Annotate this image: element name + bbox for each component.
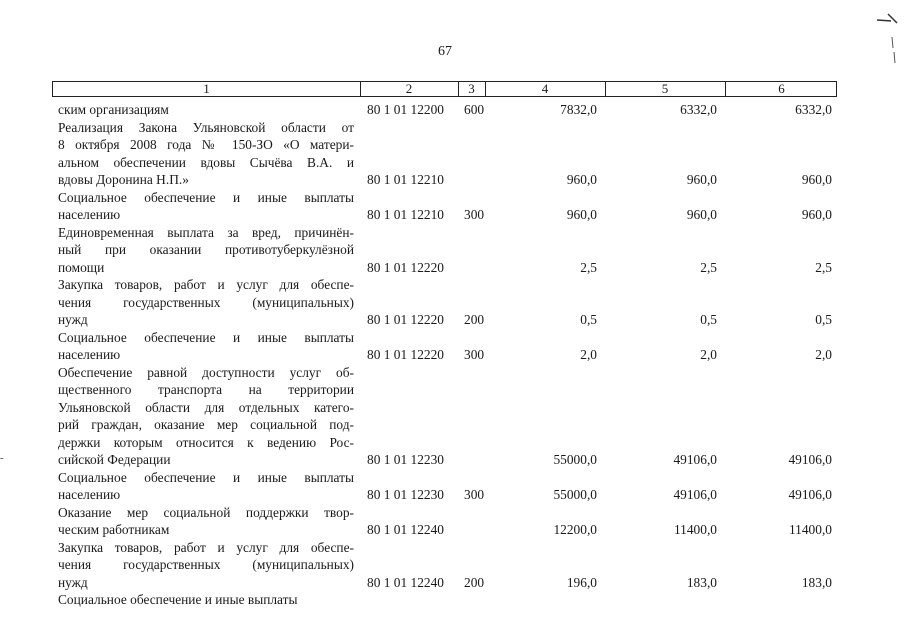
- row-value-col6: 960,0: [801, 207, 832, 222]
- row-description-line: щественного транспорта на территории: [58, 382, 354, 397]
- row-value-col4: 12200,0: [553, 522, 597, 537]
- table-header: [52, 81, 837, 97]
- row-code: 80 1 01 12210: [367, 207, 444, 222]
- row-code: 80 1 01 12220: [367, 347, 444, 362]
- row-description-line: сийской Федерации: [58, 452, 171, 467]
- row-code: 80 1 01 12210: [367, 172, 444, 187]
- row-expense-type: 200: [464, 574, 485, 590]
- row-value-col6: 960,0: [801, 172, 832, 187]
- row-description-line: населению: [58, 347, 121, 362]
- row-value-col5: 2,5: [700, 259, 717, 275]
- row-code: 80 1 01 12220: [367, 259, 444, 275]
- row-description-line: нужд: [58, 312, 88, 327]
- row-value-col4: 0,5: [580, 312, 597, 327]
- row-description-line: Реализация Закона Ульяновской области от: [58, 119, 354, 135]
- row-code: 80 1 01 12230: [367, 487, 444, 502]
- page-number: 67: [438, 44, 452, 59]
- row-description-line: Социальное обеспечение и иные выплаты: [58, 469, 354, 485]
- row-description-line: ный при оказании противотуберкулёзной: [58, 242, 354, 257]
- row-value-col6: 2,0: [815, 347, 832, 362]
- header-col-2: 2: [405, 81, 413, 96]
- row-description-line: ским организациям: [58, 102, 169, 117]
- row-value-col4: 960,0: [566, 207, 597, 222]
- row-description-line: Ульяновской области для отдельных катего-: [58, 399, 354, 415]
- row-value-col4: 196,0: [566, 574, 597, 590]
- row-description-line: держки которым относится к ведению Рос-: [58, 434, 354, 450]
- row-value-col4: 55000,0: [553, 487, 597, 502]
- row-description-line: чения государственных (муниципальных): [58, 557, 354, 572]
- row-code: 80 1 01 12220: [367, 312, 444, 327]
- row-value-col6: 0,5: [815, 312, 832, 327]
- row-description-line: помощи: [58, 259, 105, 275]
- row-description-line: населению: [58, 487, 121, 502]
- row-value-col5: 49106,0: [673, 487, 717, 502]
- margin-dash: -: [0, 452, 4, 464]
- row-description-line: 8 октября 2008 года № 150-ЗО «О матери-: [58, 137, 354, 152]
- row-value-col6: 49106,0: [788, 452, 832, 467]
- row-value-col5: 960,0: [686, 207, 717, 222]
- row-description-line: Социальное обеспечение и иные выплаты: [58, 592, 298, 607]
- scan-mark-icon: [876, 8, 900, 30]
- header-col-3: 3: [468, 81, 475, 96]
- row-description-line: чения государственных (муниципальных): [58, 294, 354, 310]
- row-description-line: нужд: [58, 574, 88, 590]
- row-value-col6: 2,5: [815, 259, 832, 275]
- row-value-col6: 6332,0: [795, 102, 832, 117]
- row-description-line: Социальное обеспечение и иные выплаты: [58, 189, 354, 205]
- row-value-col4: 7832,0: [560, 102, 597, 117]
- row-value-col5: 960,0: [686, 172, 717, 187]
- row-description-line: Обеспечение равной доступности услуг об-: [58, 364, 354, 380]
- row-code: 80 1 01 12240: [367, 522, 444, 537]
- row-description-line: Единовременная выплата за вред, причинён-: [58, 224, 354, 240]
- row-value-col4: 55000,0: [553, 452, 597, 467]
- row-value-col4: 2,5: [580, 259, 597, 275]
- row-value-col6: 11400,0: [788, 522, 832, 537]
- row-expense-type: 200: [464, 312, 485, 327]
- header-col-4: 4: [541, 81, 549, 96]
- row-code: 80 1 01 12230: [367, 452, 444, 467]
- row-description-line: населению: [58, 207, 121, 222]
- row-value-col6: 49106,0: [788, 487, 832, 502]
- header-col-5: 5: [661, 81, 669, 96]
- row-value-col5: 49106,0: [673, 452, 717, 467]
- row-description-line: вдовы Доронина Н.П.»: [58, 172, 189, 187]
- row-expense-type: 300: [464, 487, 485, 502]
- row-description-line: Закупка товаров, работ и услуг для обеспе-: [58, 277, 354, 292]
- row-description-line: Социальное обеспечение и иные выплаты: [58, 329, 354, 345]
- row-value-col5: 183,0: [686, 574, 717, 590]
- row-expense-type: 300: [464, 347, 485, 362]
- row-value-col4: 2,0: [580, 347, 597, 362]
- row-value-col6: 183,0: [801, 574, 832, 590]
- row-description-line: Закупка товаров, работ и услуг для обеспе-: [58, 539, 354, 555]
- row-code: 80 1 01 12200: [367, 102, 444, 117]
- header-col-1: 1: [203, 81, 210, 96]
- scan-edge-icon: [885, 36, 899, 66]
- header-col-6: 6: [778, 81, 785, 96]
- row-description-line: рий граждан, оказание мер социальной под-: [58, 417, 354, 432]
- row-value-col5: 0,5: [700, 312, 717, 327]
- row-value-col5: 6332,0: [680, 102, 717, 117]
- row-description-line: альном обеспечении вдовы Сычёва В.А. и: [58, 154, 354, 170]
- row-expense-type: 600: [464, 102, 485, 117]
- row-description-line: ческим работникам: [58, 522, 170, 537]
- row-code: 80 1 01 12240: [367, 574, 444, 590]
- row-value-col5: 2,0: [700, 347, 717, 362]
- row-value-col5: 11400,0: [673, 522, 717, 537]
- row-value-col4: 960,0: [566, 172, 597, 187]
- row-expense-type: 300: [464, 207, 485, 222]
- row-description-line: Оказание мер социальной поддержки твор-: [58, 504, 354, 520]
